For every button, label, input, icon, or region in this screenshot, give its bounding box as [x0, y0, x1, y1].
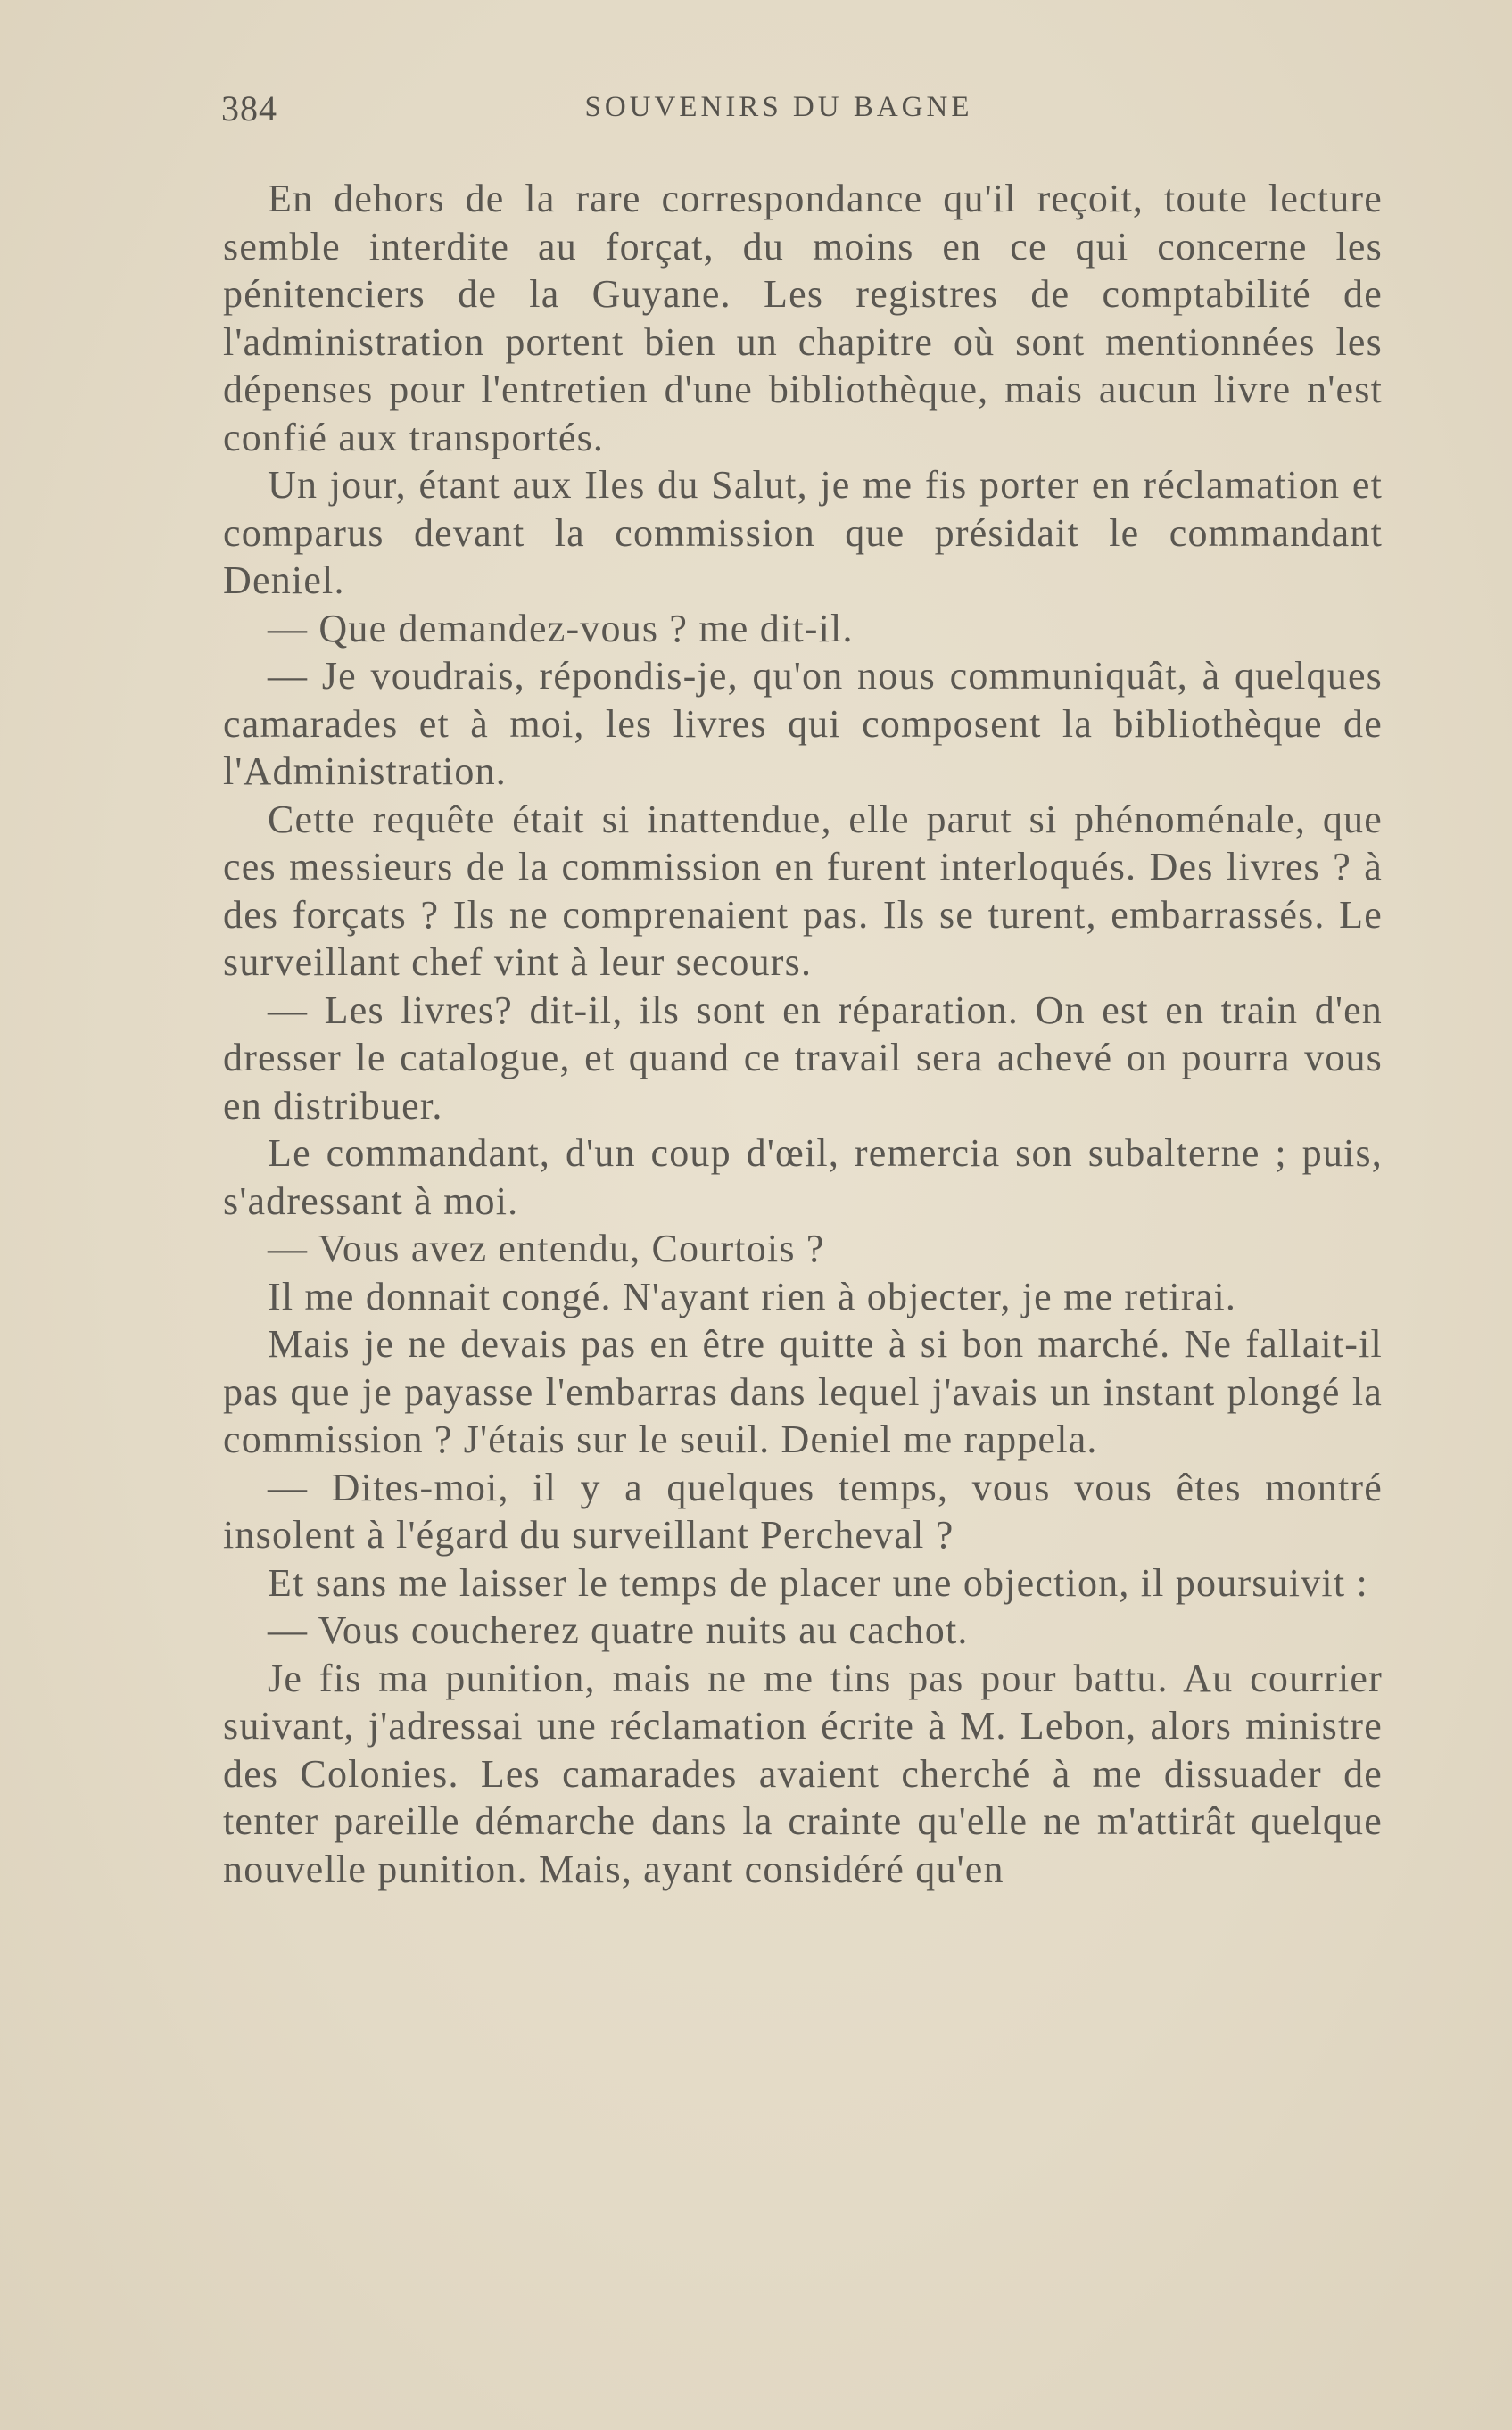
body-text	[223, 175, 1383, 1893]
paragraph-5: Cette requête était si inattendue, elle parut si phénoménale, que ces messieurs de la commission en furent interloqués. Des livres ? à des forçats ? Ils ne comprenaient pas. Ils se turent, embarrassés. Le surveillant chef vint à leur secours.	[223, 797, 1383, 984]
paragraph-6: — Les livres? dit-il, ils sont en réparation. On est en train d'en dresser le catalogue, et quand ce travail sera achevé on pourra vous en distribuer.	[223, 988, 1383, 1128]
page-number: 384	[221, 88, 277, 128]
paragraph-3: — Que demandez-vous ? me dit-il.	[268, 606, 854, 650]
page-header	[221, 87, 1381, 137]
paragraph-8: — Vous avez entendu, Courtois ?	[268, 1227, 825, 1270]
paragraph-4: — Je voudrais, répondis-je, qu'on nous communiquât, à quelques camarades et à moi, les livres qui composent la bibliothèque de l'Administration.	[223, 654, 1383, 793]
paragraph-9: Il me donnait congé. N'ayant rien à objecter, je me retirai.	[268, 1274, 1237, 1318]
paragraph-14: Je fis ma punition, mais ne me tins pas pour battu. Au courrier suivant, j'adressai une réclamation écrite à M. Lebon, alors ministre des Colonies. Les camarades avaient cherché à me dissuader de tenter pareille démarche dans la crainte qu'elle ne m'attirât quelque nouvelle punition. Mais, ayant considéré qu'en	[223, 1656, 1383, 1891]
paragraph-10: Mais je ne devais pas en être quitte à si bon marché. Ne fallait-il pas que je payasse l'embarras dans lequel j'avais un instant plongé la commission ? J'étais sur le seuil. Deniel me rappela.	[223, 1322, 1383, 1461]
paragraph-11: — Dites-moi, il y a quelques temps, vous vous êtes montré insolent à l'égard du surveillant Percheval ?	[223, 1465, 1383, 1557]
paragraph-13: — Vous coucherez quatre nuits au cachot.	[268, 1608, 969, 1652]
paragraph-7: Le commandant, d'un coup d'œil, remercia son subalterne ; puis, s'adressant à moi.	[223, 1131, 1383, 1223]
paragraph-12: Et sans me laisser le temps de placer une objection, il poursuivit :	[268, 1560, 1368, 1605]
running-title: SOUVENIRS DU BAGNE	[584, 91, 973, 123]
paragraph-2: Un jour, étant aux Iles du Salut, je me fis porter en réclamation et comparus devant la commission que présidait le commandant Deniel.	[223, 463, 1383, 602]
paragraph-1: En dehors de la rare correspondance qu'il reçoit, toute lecture semble interdite au forçat, du moins en ce qui concerne les pénitenciers de la Guyane. Les registres de comptabilité de l'administration portent bien un chapitre où sont mentionnées les dépenses pour l'entretien d'une bibliothèque, mais aucun livre n'est confié aux transportés.	[223, 177, 1383, 459]
